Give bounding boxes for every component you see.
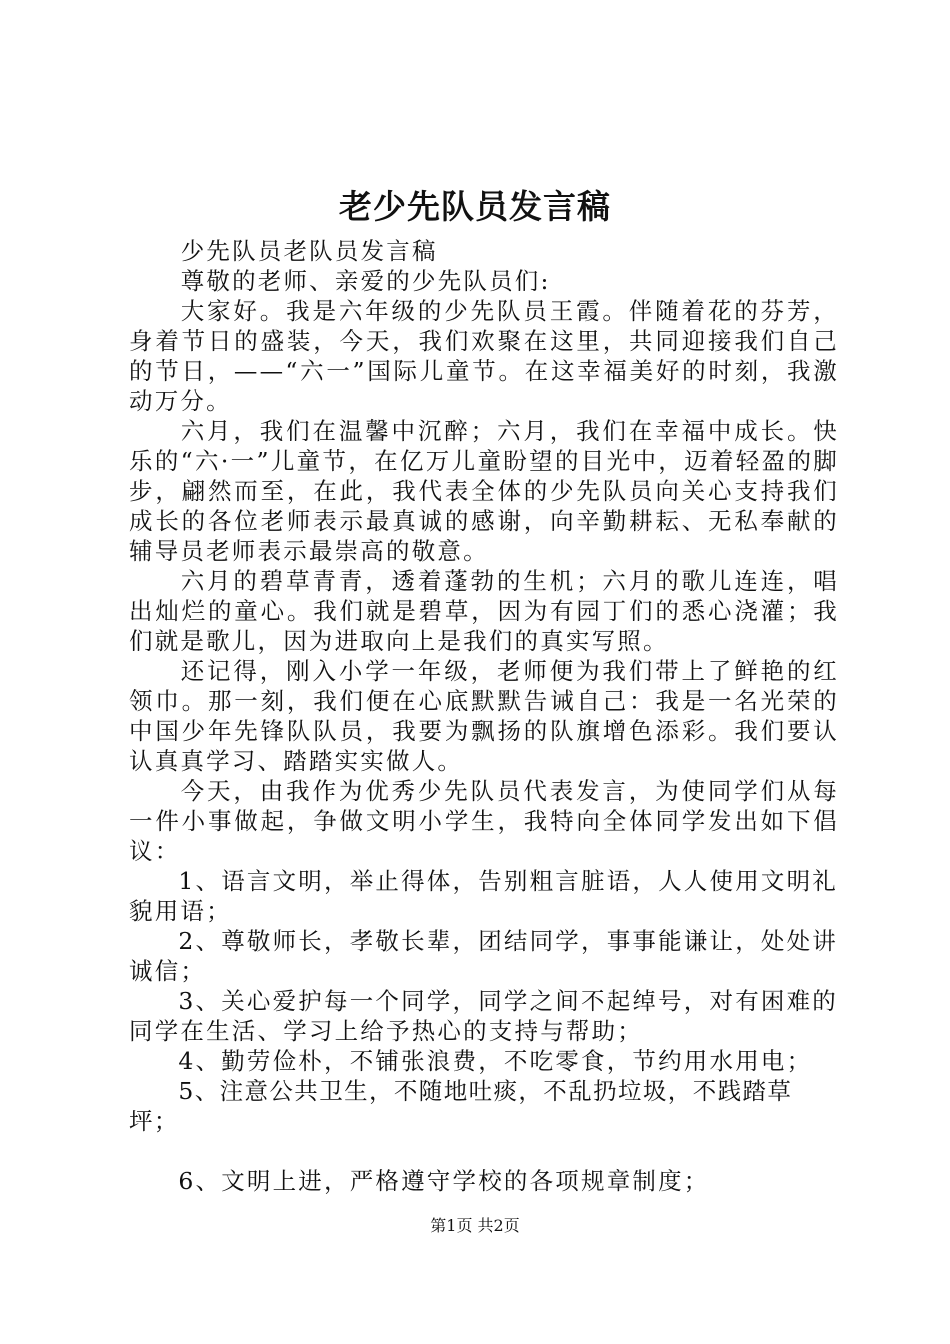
paragraph: 今天，由我作为优秀少先队员代表发言，为使同学们从每一件小事做起，争做文明小学生，我特向全体同学发出如下倡议： (129, 777, 839, 865)
paragraph: 六月，我们在温馨中沉醉；六月，我们在幸福中成长。快乐的“六·一”儿童节，在亿万儿童盼望的目光中，迈着轻盈的脚步，翩然而至，在此，我代表全体的少先队员向关心支持我们成长的各位老师表示最真诚的感谢，向辛勤耕耘、无私奉献的辅导员老师表示最崇高的敬意。 (129, 417, 839, 565)
paragraph: 六月的碧草青青，透着蓬勃的生机；六月的歌儿连连，唱出灿烂的童心。我们就是碧草，因为有园丁们的悉心浇灌；我们就是歌儿，因为进取向上是我们的真实写照。 (129, 567, 839, 655)
page-number: 第1页 共2页 (430, 1216, 520, 1235)
blank-line (129, 1136, 839, 1166)
list-item: 3、关心爱护每一个同学，同学之间不起绰号，对有困难的同学在生活、学习上给予热心的支持与帮助； (129, 987, 838, 1045)
list-item: 4、勤劳俭朴，不铺张浪费，不吃零食，节约用水用电； (178, 1047, 813, 1075)
list-item: 2、尊敬师长，孝敬长辈，团结同学，事事能谦让，处处讲诚信； (129, 927, 838, 985)
paragraph: 还记得，刚入小学一年级，老师便为我们带上了鲜艳的红领巾。那一刻，我们便在心底默默告诫自己：我是一名光荣的中国少年先锋队队员，我要为飘扬的队旗增色添彩。我们要认认真真学习、踏踏实实做人。 (129, 657, 839, 775)
paragraph: 大家好。我是六年级的少先队员王霞。伴随着花的芬芳，身着节日的盛装，今天，我们欢聚在这里，共同迎接我们自己的节日，——“六一”国际儿童节。在这幸福美好的时刻，我激动万分。 (129, 297, 839, 415)
list-item: 1、语言文明，举止得体，告别粗言脏语，人人使用文明礼貌用语； (129, 867, 838, 925)
list-item: 6、文明上进，严格遵守学校的各项规章制度； (178, 1167, 710, 1195)
document-title: 老少先队员发言稿 (339, 187, 611, 226)
document-body (129, 236, 839, 1196)
list-item: 5、注意公共卫生，不随地吐痰，不乱扔垃圾，不践踏草坪； (129, 1077, 793, 1135)
subtitle: 少先队员老队员发言稿 (180, 237, 438, 265)
greeting: 尊敬的老师、亲爱的少先队员们: (180, 267, 551, 295)
